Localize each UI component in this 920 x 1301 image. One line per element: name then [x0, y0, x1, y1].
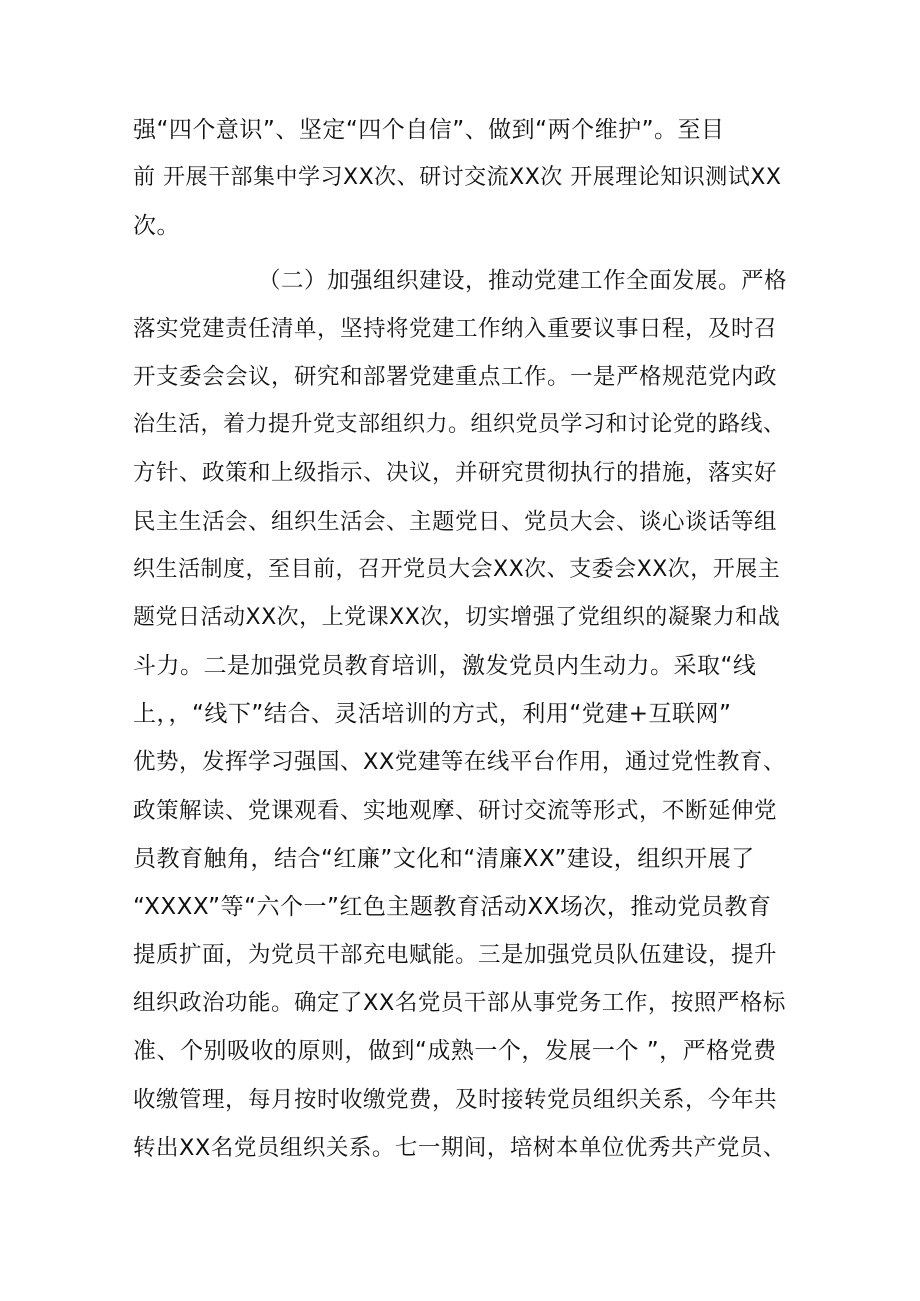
text-line: “XXXX”等“六个一”红色主题教育活动XX场次，推动党员教育: [133, 894, 772, 920]
text-line: 斗力。二是加强党员教育培训，激发党员内生动力。采取“线: [133, 653, 757, 679]
text-line: 次。: [133, 213, 180, 239]
text-line: 收缴管理，每月按时收缴党费，及时接转党员组织关系，今年共: [133, 1087, 778, 1113]
text-line: 组织政治功能。确定了XX名党员干部从事党务工作，按照严格标: [133, 990, 786, 1016]
text-line: 前 开展干部集中学习XX次、研讨交流XX次 开展理论知识测试XX: [133, 165, 782, 190]
text-line: 落实党建责任清单，坚持将党建工作纳入重要议事日程，及时召: [133, 316, 778, 342]
text-line: 优势，发挥学习强国、XX党建等在线平台作用，通过党性教育、: [133, 749, 786, 775]
text-line: 政策解读、党课观看、实地观摩、研讨交流等形式，不断延伸党: [133, 798, 778, 824]
text-line: 开支委会会议，研究和部署党建重点工作。一是严格规范党内政: [133, 364, 778, 390]
text-line: 强“四个意识”、坚定“四个自信”、做到“两个维护”。至目: [133, 117, 725, 143]
text-line: 织生活制度，至目前，召开党员大会XX次、支委会XX次，开展主: [133, 557, 781, 582]
text-line: 题党日活动XX次，上党课XX次，切实增强了党组织的凝聚力和战: [133, 605, 781, 630]
text-line: 提质扩面，为党员干部充电赋能。三是加强党员队伍建设，提升: [133, 942, 778, 968]
text-line: 上，，“线下”结合、灵活培训的方式，利用“党建+互联网”: [133, 701, 732, 727]
section-heading-line: （二）加强组织建设，推动党建工作全面发展。严格: [258, 268, 788, 294]
text-line: 方针、政策和上级指示、决议，并研究贯彻执行的措施，落实好: [133, 460, 778, 486]
text-line: 转出XX名党员组织关系。七一期间，培树本单位优秀共产党员、: [133, 1135, 786, 1161]
text-line: 员教育触角，结合“红廉”文化和“清廉XX”建设，组织开展了: [133, 846, 755, 872]
text-line: 民主生活会、组织生活会、主题党日、党员大会、谈心谈话等组: [133, 509, 778, 535]
text-line: 治生活，着力提升党支部组织力。组织党员学习和讨论党的路线、: [133, 412, 786, 437]
text-line: 准、个别吸收的原则，做到“成熟一个，发展一个 ”，严格党费: [133, 1038, 777, 1064]
